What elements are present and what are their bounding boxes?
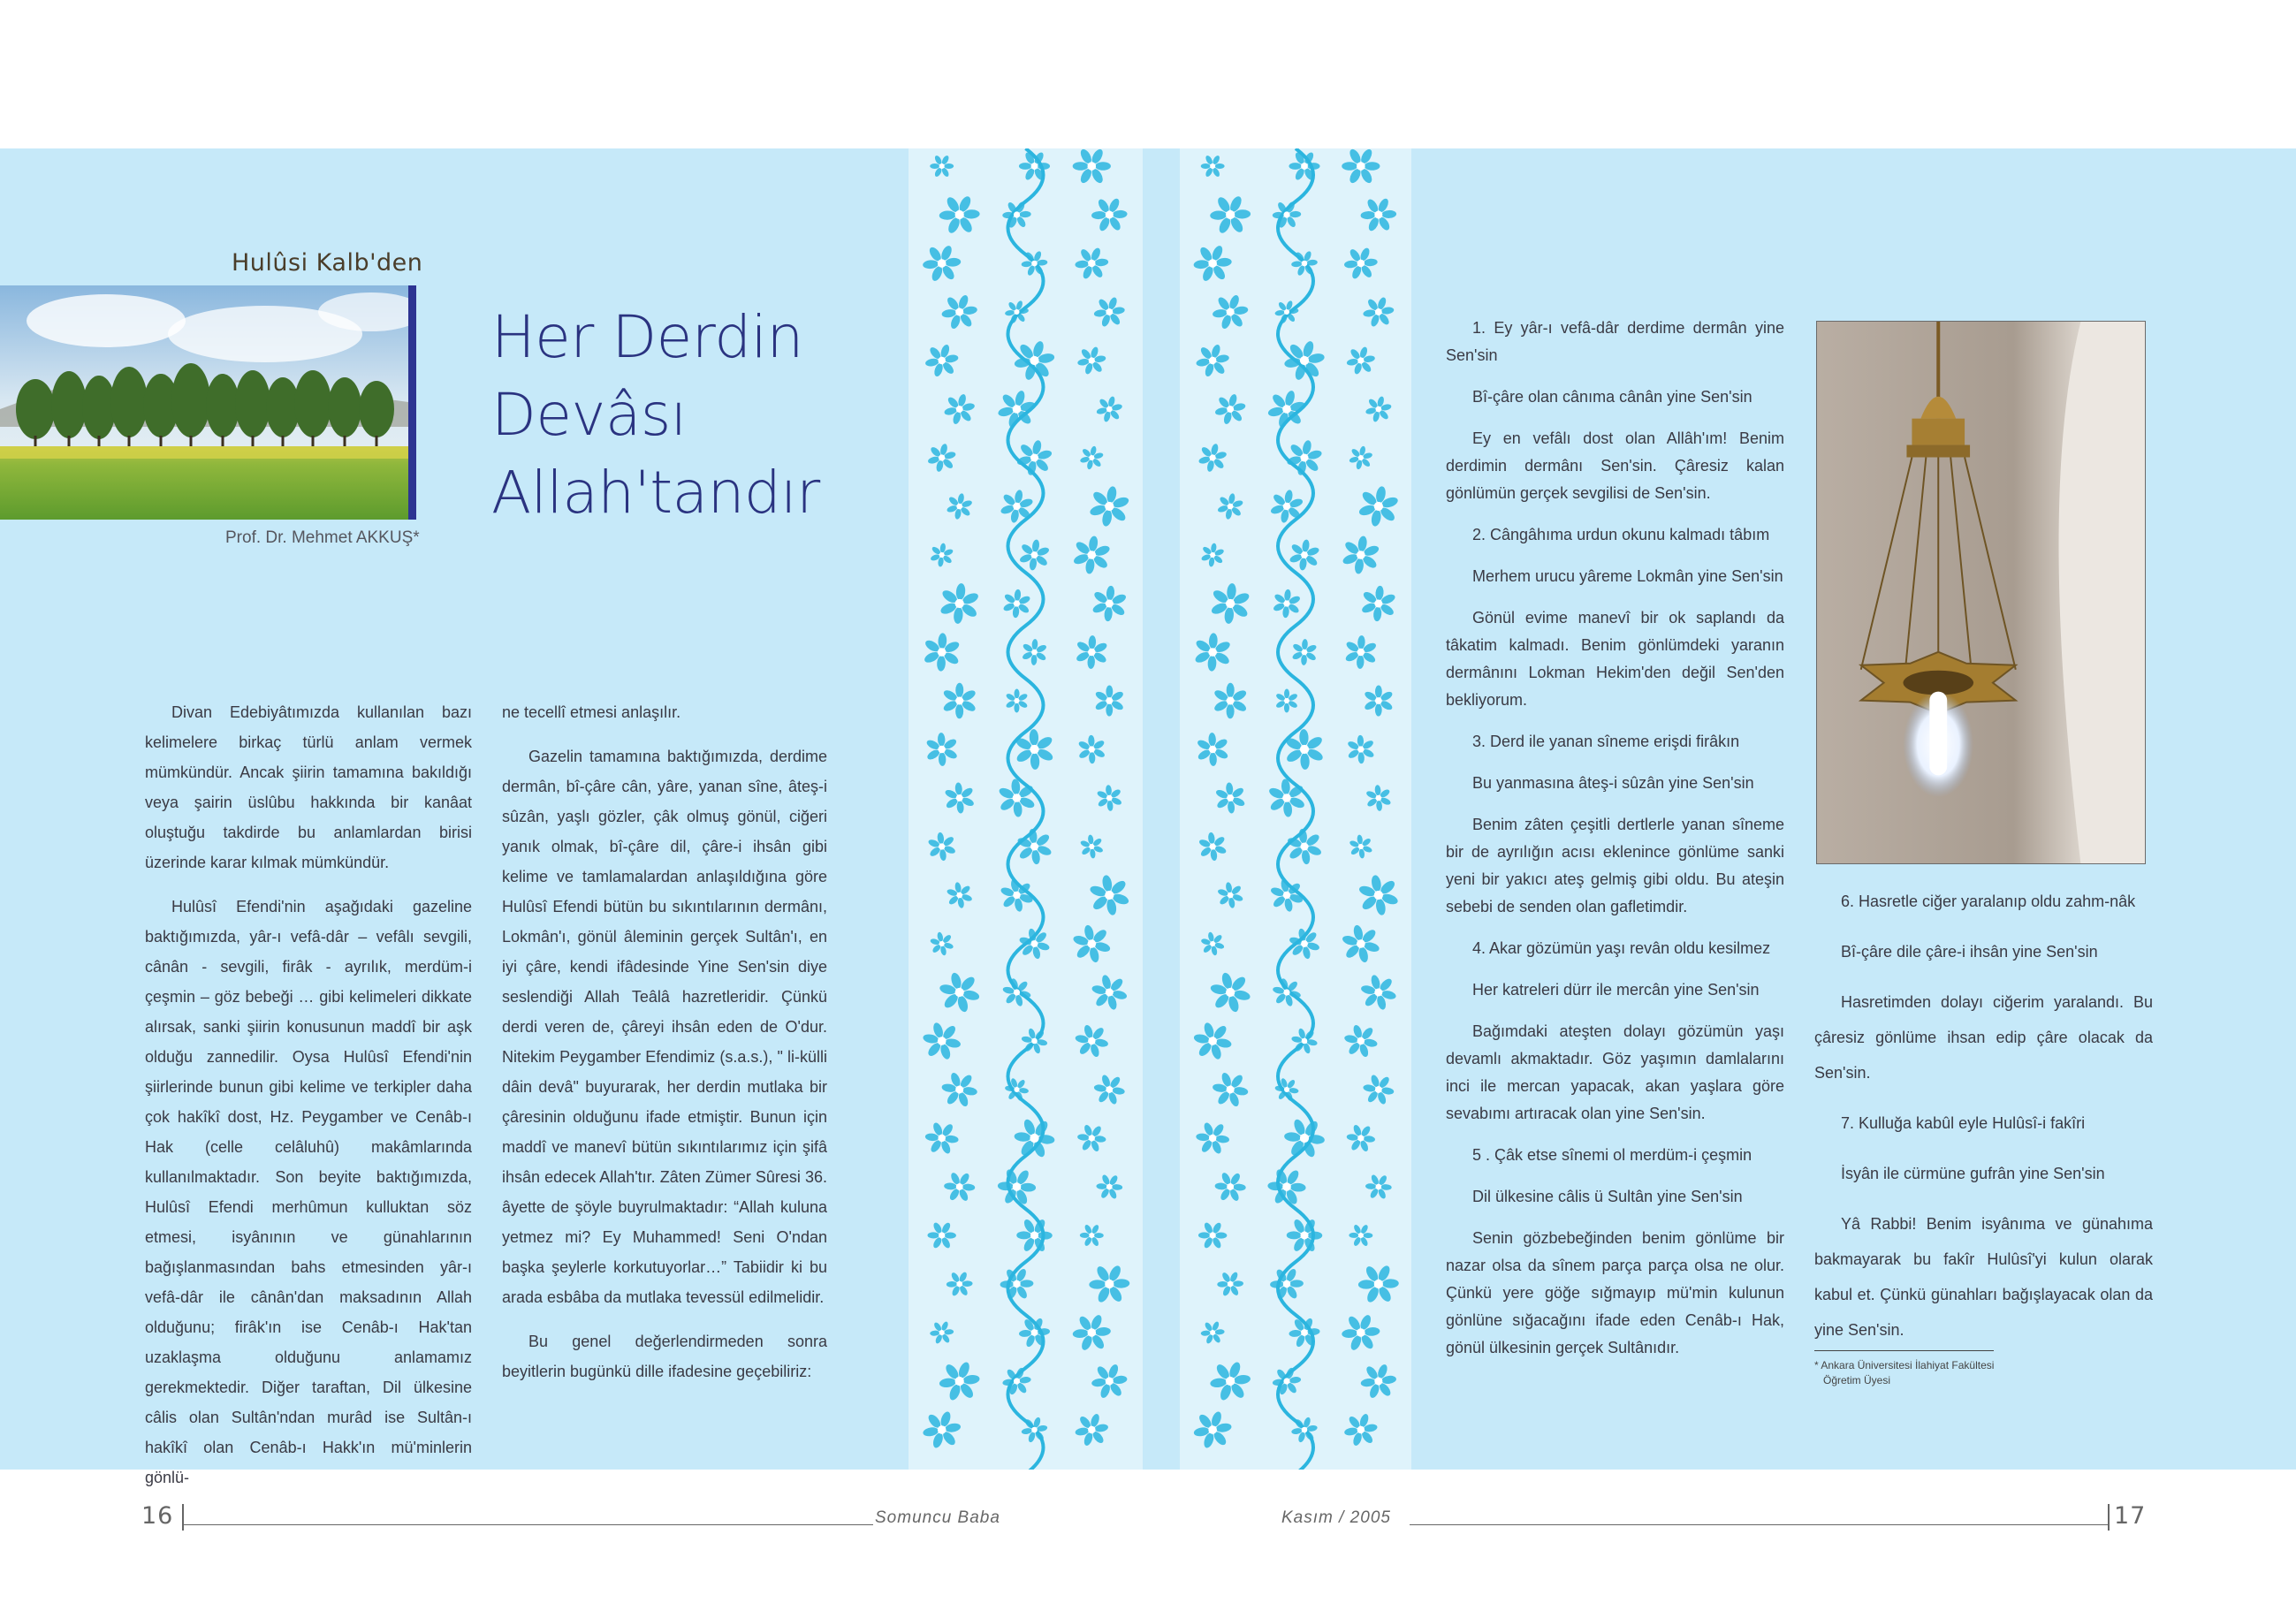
footnote-rule	[1814, 1350, 1994, 1351]
title-line: Devâsı	[491, 381, 687, 449]
verse-line: 2. Cângâhıma urdun okunu kalmadı tâbım	[1472, 526, 1770, 543]
floral-ornament-left	[909, 148, 1143, 1470]
footer-tick-left	[182, 1504, 184, 1531]
paragraph: Gazelin tamamına baktığımızda, derdime dermân, bî-çâre cân, yâre, yanan sîne, âteş-i sûzân, yaşlı gözler, çâk olmuş gönül, ciğeri yanık olmak, bî-çâre dil, çâre-i ihsân gibi kelime ve tamlamalardan anlaşıldığına göre Hulûsî Efendi bütün bu sıkıntılarının dermânı, Lokmân'ı, gönül âleminin gerçek Sultân'ı, en iyi çâre, kendi ifâdesinde Yine Sen'sin diye seslendiği Allah Teâlâ hazretleridir. Çünkü derdi veren de, çâreyi ihsân eden de O'dur. Nitekim Peygamber Efendimiz (s.a.s.), " li-külli dâin devâ" buyurarak, her derdin mutlaka bir çâresinin olduğunu ifade etmiştir. Bunun için maddî ve manevî bütün sıkıntılarımız için şifâ ihsân edecek Allah'tır. Zâten Zümer Sûresi 36. âyette de şöyle buyrulmaktadır: “Allah kuluna yetmez mi? Ey Muhammed! Seni O'ndan başka şeylerle korkutuyorlar…” Tabiidir ki bu arada esbâba da mutlaka tevessül edilmelidir.	[502, 748, 827, 1306]
verse-line: Merhem urucu yâreme Lokmân yine Sen'sin	[1472, 567, 1783, 585]
floral-ornament-right	[1180, 148, 1411, 1470]
verse-line: 1. Ey yâr-ı vefâ-dâr derdime dermân yine Sen'sin	[1446, 319, 1784, 364]
verse-line: Dil ülkesine câlis ü Sultân yine Sen'sin	[1472, 1188, 1743, 1205]
title-line: Allah'tandır	[491, 459, 820, 527]
verse-line: İsyân ile cürmüne gufrân yine Sen'sin	[1841, 1165, 2105, 1182]
magazine-name: Somuncu Baba	[875, 1508, 1000, 1527]
paragraph: Yâ Rabbi! Benim isyânıma ve günahıma bakmayarak bu fakîr Hulûsî'yi kulun olarak kabul et. Çünkü günahları bağışlayacak olan da yine Sen'sin.	[1814, 1215, 2153, 1339]
paragraph: Senin gözbebeğinden benim gönlüme bir nazar olsa da sînem parça parça olsa ne olur. Çünkü yere göğe sığmayıp mü'min kulunun gönlüne sığacağını ifade eden Cenâb-ı Hak, gönül ülkesinin gerçek Sultânıdır.	[1446, 1229, 1784, 1356]
photo-accent-bar	[408, 285, 416, 520]
floral-pattern-left	[909, 148, 1143, 1470]
verse-line: 6. Hasretle ciğer yaralanıp oldu zahm-nâk	[1841, 893, 2136, 910]
paragraph: ne tecellî etmesi anlaşılır.	[502, 703, 681, 721]
body-column-3	[1446, 315, 1784, 1376]
verse-line: Bu yanmasına âteş-i sûzân yine Sen'sin	[1472, 774, 1754, 792]
body-column-1	[145, 697, 472, 1507]
paragraph: Divan Edebiyâtımızda kullanılan bazı kelimelere birkaç türlü anlam vermek mümkündür. Ancak şiirin tamamına bakıldığı veya şairin üslûbu hakkında bir kanâat oluştuğu takdirde bu anlamlardan birisi üzerinde karar kılmak mümkündür.	[145, 703, 472, 871]
verse-line: 3. Derd ile yanan sîneme erişdi firâkın	[1472, 733, 1740, 750]
body-column-2	[502, 697, 827, 1401]
article-title	[491, 299, 863, 532]
verse-line: 5 . Çâk etse sînemi ol merdüm-i çeşmin	[1472, 1146, 1752, 1164]
footnote-line: Öğretim Üyesi	[1823, 1374, 1891, 1386]
footnote	[1814, 1358, 2079, 1388]
paragraph: Ey en vefâlı dost olan Allâh'ım! Benim derdimin dermânı Sen'sin. Çâresiz kalan gönlümün gerçek sevgilisi de Sen'sin.	[1446, 429, 1784, 502]
verse-line: 4. Akar gözümün yaşı revân oldu kesilmez	[1472, 939, 1771, 957]
footnote-line: * Ankara Üniversitesi İlahiyat Fakültesi	[1814, 1359, 1995, 1371]
page-gutter	[1143, 148, 1180, 1470]
verse-line: 7. Kulluğa kabûl eyle Hulûsî-i fakîri	[1841, 1114, 2086, 1132]
lamp-photo	[1816, 321, 2146, 864]
paragraph: Bu genel değerlendirmeden sonra beyitlerin bugünkü dille ifadesine geçebiliriz:	[502, 1333, 827, 1380]
paragraph: Hasretimden dolayı ciğerim yaralandı. Bu çâresiz gönlüme ihsan edip çâre olacak da Sen'sin.	[1814, 993, 2153, 1082]
footer-rule-right	[1410, 1524, 2108, 1525]
section-kicker: Hulûsi Kalb'den	[232, 249, 423, 277]
page-number-left: 16	[141, 1502, 174, 1530]
page-number-right: 17	[2114, 1502, 2147, 1530]
title-line: Her Derdin	[491, 303, 803, 371]
paragraph: Benim zâten çeşitli dertlerle yanan sîneme bir de ayrılığın acısı eklenince gönlüme sanki yeni bir yakıcı ateş gelmiş gibi oldu. Bu ateşin sebebi de senden olan gafletimdir.	[1446, 816, 1784, 915]
paragraph: Hulûsî Efendi'nin aşağıdaki gazeline baktığımızda, yâr-ı vefâ-dâr – vefâlı sevgili, cânân - sevgili, firâk - ayrılık, merdüm-i çeşmin – göz bebeği … gibi kelimeleri dikkate alırsak, sanki şiirin konusunun maddî bir aşk olduğu zannedilir. Oysa Hulûsî Efendi'nin şiirlerinde bunun gibi kelime ve terkipler daha çok hakîkî dost, Hz. Peygamber ve Cenâb-ı Hak (celle celâluhû) makâmlarında kullanılmaktadır. Son beyite baktığımızda, Hulûsî Efendi merhûmun kulluktan söz etmesi, isyânının ve günahlarının bağışlanmasından bahs etmesinden yâr-ı vefâ-dâr ile cânân'dan maksadının Allah olduğunu; firâk'ın ise Cenâb-ı Hak'tan uzaklaşma olduğunu anlamamız gerekmektedir. Diğer taraftan, Dil ülkesine câlis olan Sultân'ndan murâd ise Sultân-ı hakîkî olan Cenâb-ı Hakk'ın mü'minlerin gönlü-	[145, 898, 472, 1486]
footer-tick-right	[2108, 1504, 2110, 1531]
floral-pattern-right	[1180, 148, 1411, 1470]
footer-rule-left	[184, 1524, 873, 1525]
body-column-4	[1814, 884, 2153, 1363]
landscape-photo	[0, 285, 408, 520]
verse-line: Bî-çâre olan cânıma cânân yine Sen'sin	[1472, 388, 1752, 406]
paragraph: Gönül evime manevî bir ok saplandı da tâkatim kalmadı. Benim gönlümdeki yaranın dermânını Lokman Hekim'den değil Sen'den bekliyorum.	[1446, 609, 1784, 709]
verse-line: Her katreleri dürr ile mercân yine Sen'sin	[1472, 981, 1760, 999]
paragraph: Bağımdaki ateşten dolayı gözümün yaşı devamlı akmaktadır. Göz yaşımın damlalarını inci ile mercan yapacak, akan yaşlara göre sevabımı artıracak olan yine Sen'sin.	[1446, 1022, 1784, 1122]
issue-date: Kasım / 2005	[1281, 1508, 1391, 1527]
author-name: Prof. Dr. Mehmet AKKUŞ*	[225, 528, 420, 547]
verse-line: Bî-çâre dile çâre-i ihsân yine Sen'sin	[1841, 943, 2098, 961]
